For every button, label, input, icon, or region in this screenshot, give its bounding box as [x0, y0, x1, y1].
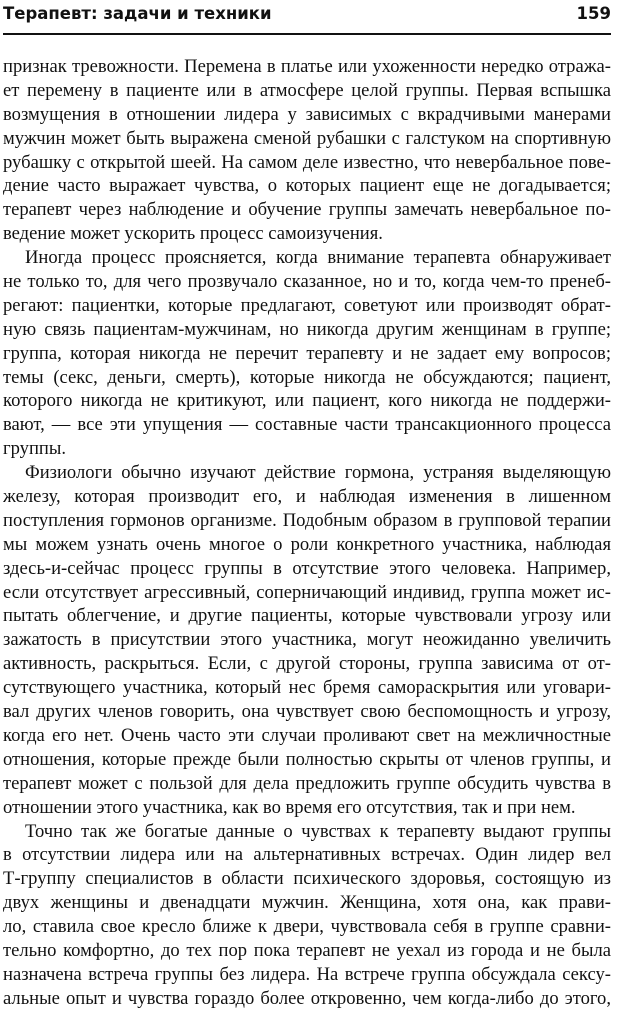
- chapter-title: Терапевт: задачи и техники: [3, 4, 272, 23]
- text-line: Иногда процесс проясняется, когда внимание терапевта обнаруживает: [25, 247, 611, 269]
- text-line: признак тревожности. Перемена в платье или ухоженности нередко отража-: [3, 56, 611, 77]
- text-line: ведение может ускорить процесс самоизучения.: [3, 223, 383, 245]
- text-line: рубашку с открытой шеей. На самом деле известно, что невербальное пове-: [3, 151, 611, 173]
- page-number: 159: [576, 4, 611, 23]
- text-line: терапевт через наблюдение и обучение группы замечать невербальное по-: [3, 199, 611, 221]
- text-line: назначена встреча группы без лидера. На встрече группа обсуждала сексу-: [3, 963, 611, 985]
- text-line: в отсутствии лидера или на альтернативных встречах. Один лидер вел: [3, 844, 611, 866]
- text-line: не только то, для чего прозвучало сказанное, но и то, когда чем-то пренеб-: [3, 271, 611, 293]
- text-line: поступления гормонов организме. Подобным образом в групповой терапии: [3, 509, 611, 531]
- text-line: двух женщины и двенадцати мужчин. Женщина, хотя она, как прави-: [3, 892, 611, 914]
- paragraph: [3, 246, 611, 461]
- text-line: вают, — все эти упущения — составные части трансакционного процесса: [3, 414, 611, 436]
- text-line: тельно комфортно, до тех пор пока терапевт не уехал из города и не была: [3, 939, 611, 961]
- text-line: Физиологи обычно изучают действие гормона, устраняя выделяющую: [25, 462, 611, 484]
- text-line: альные опыт и чувства гораздо более откровенно, чем когда-либо до этого,: [3, 987, 611, 1009]
- running-head: [3, 1, 611, 27]
- text-line: пытать облегчение, и другие пациенты, которые чувствовали угрозу или: [3, 605, 611, 627]
- body-text: [3, 55, 611, 1011]
- text-line: ет перемену в пациенте или в атмосфере целой группы. Первая вспышка: [3, 79, 611, 101]
- text-line: регают: пациентки, которые предлагают, советуют или производят обрат-: [3, 294, 611, 316]
- text-line: мы можем узнать очень многое о роли конкретного участника, наблюдая: [3, 533, 611, 555]
- text-line: если отсутствует агрессивный, соперничающий индивид, группа может ис-: [3, 581, 611, 603]
- text-line: темы (секс, деньги, смерть), которые никогда не обсуждаются; пациент,: [3, 366, 611, 388]
- text-line: Точно так же богатые данные о чувствах к терапевту выдают группы: [25, 820, 611, 842]
- text-line: дение часто выражает чувства, о которых пациент еще не догадывается;: [3, 175, 611, 197]
- text-line: сутствующего участника, который нес бремя самораскрытия или уговари-: [3, 677, 611, 699]
- text-line: отношении этого участника, как во время его отсутствия, так и при нем.: [3, 796, 576, 818]
- paragraph: [3, 461, 611, 819]
- text-line: группа, которая никогда не перечит терапевту и не задает ему вопросов;: [3, 342, 611, 364]
- text-line: которого никогда не критикуют, или пациент, кого никогда не поддержи-: [3, 390, 611, 412]
- text-line: здесь-и-сейчас процесс группы в отсутствие этого человека. Например,: [3, 557, 611, 579]
- text-line: возмущения в отношении лидера у зависимых с вкрадчивыми манерами: [3, 103, 611, 125]
- text-line: ло, ставила свое кресло ближе к двери, чувствовала себя в группе сравни-: [3, 916, 611, 938]
- paragraph: [3, 55, 611, 246]
- text-line: ную связь пациентам-мужчинам, но никогда другим женщинам в группе;: [3, 318, 611, 340]
- text-line: мужчин может быть выражена сменой рубашки с галстуком на спортивную: [3, 127, 611, 149]
- text-line: группы.: [3, 438, 67, 460]
- text-line: зажатость в присутствии этого участника, могут неожиданно увеличить: [3, 629, 611, 651]
- text-line: Т-группу специалистов в области психического здоровья, состоящую из: [3, 868, 611, 890]
- header-rule: [3, 33, 611, 35]
- text-line: вал других членов говорить, она чувствует свою беспомощность и угрозу,: [3, 701, 611, 723]
- paragraph: [3, 820, 611, 1011]
- text-line: когда его нет. Очень часто эти случаи проливают свет на межличностные: [3, 724, 611, 746]
- text-line: железу, которая производит его, и наблюдая изменения в лишенном: [3, 486, 611, 508]
- text-line: активность, раскрыться. Если, с другой стороны, группа зависима от от-: [3, 653, 611, 675]
- text-line: отношения, которые прежде были полностью скрыты от членов группы, и: [3, 748, 611, 770]
- text-line: терапевт может с пользой для дела предложить группе обсудить чувства в: [3, 772, 611, 794]
